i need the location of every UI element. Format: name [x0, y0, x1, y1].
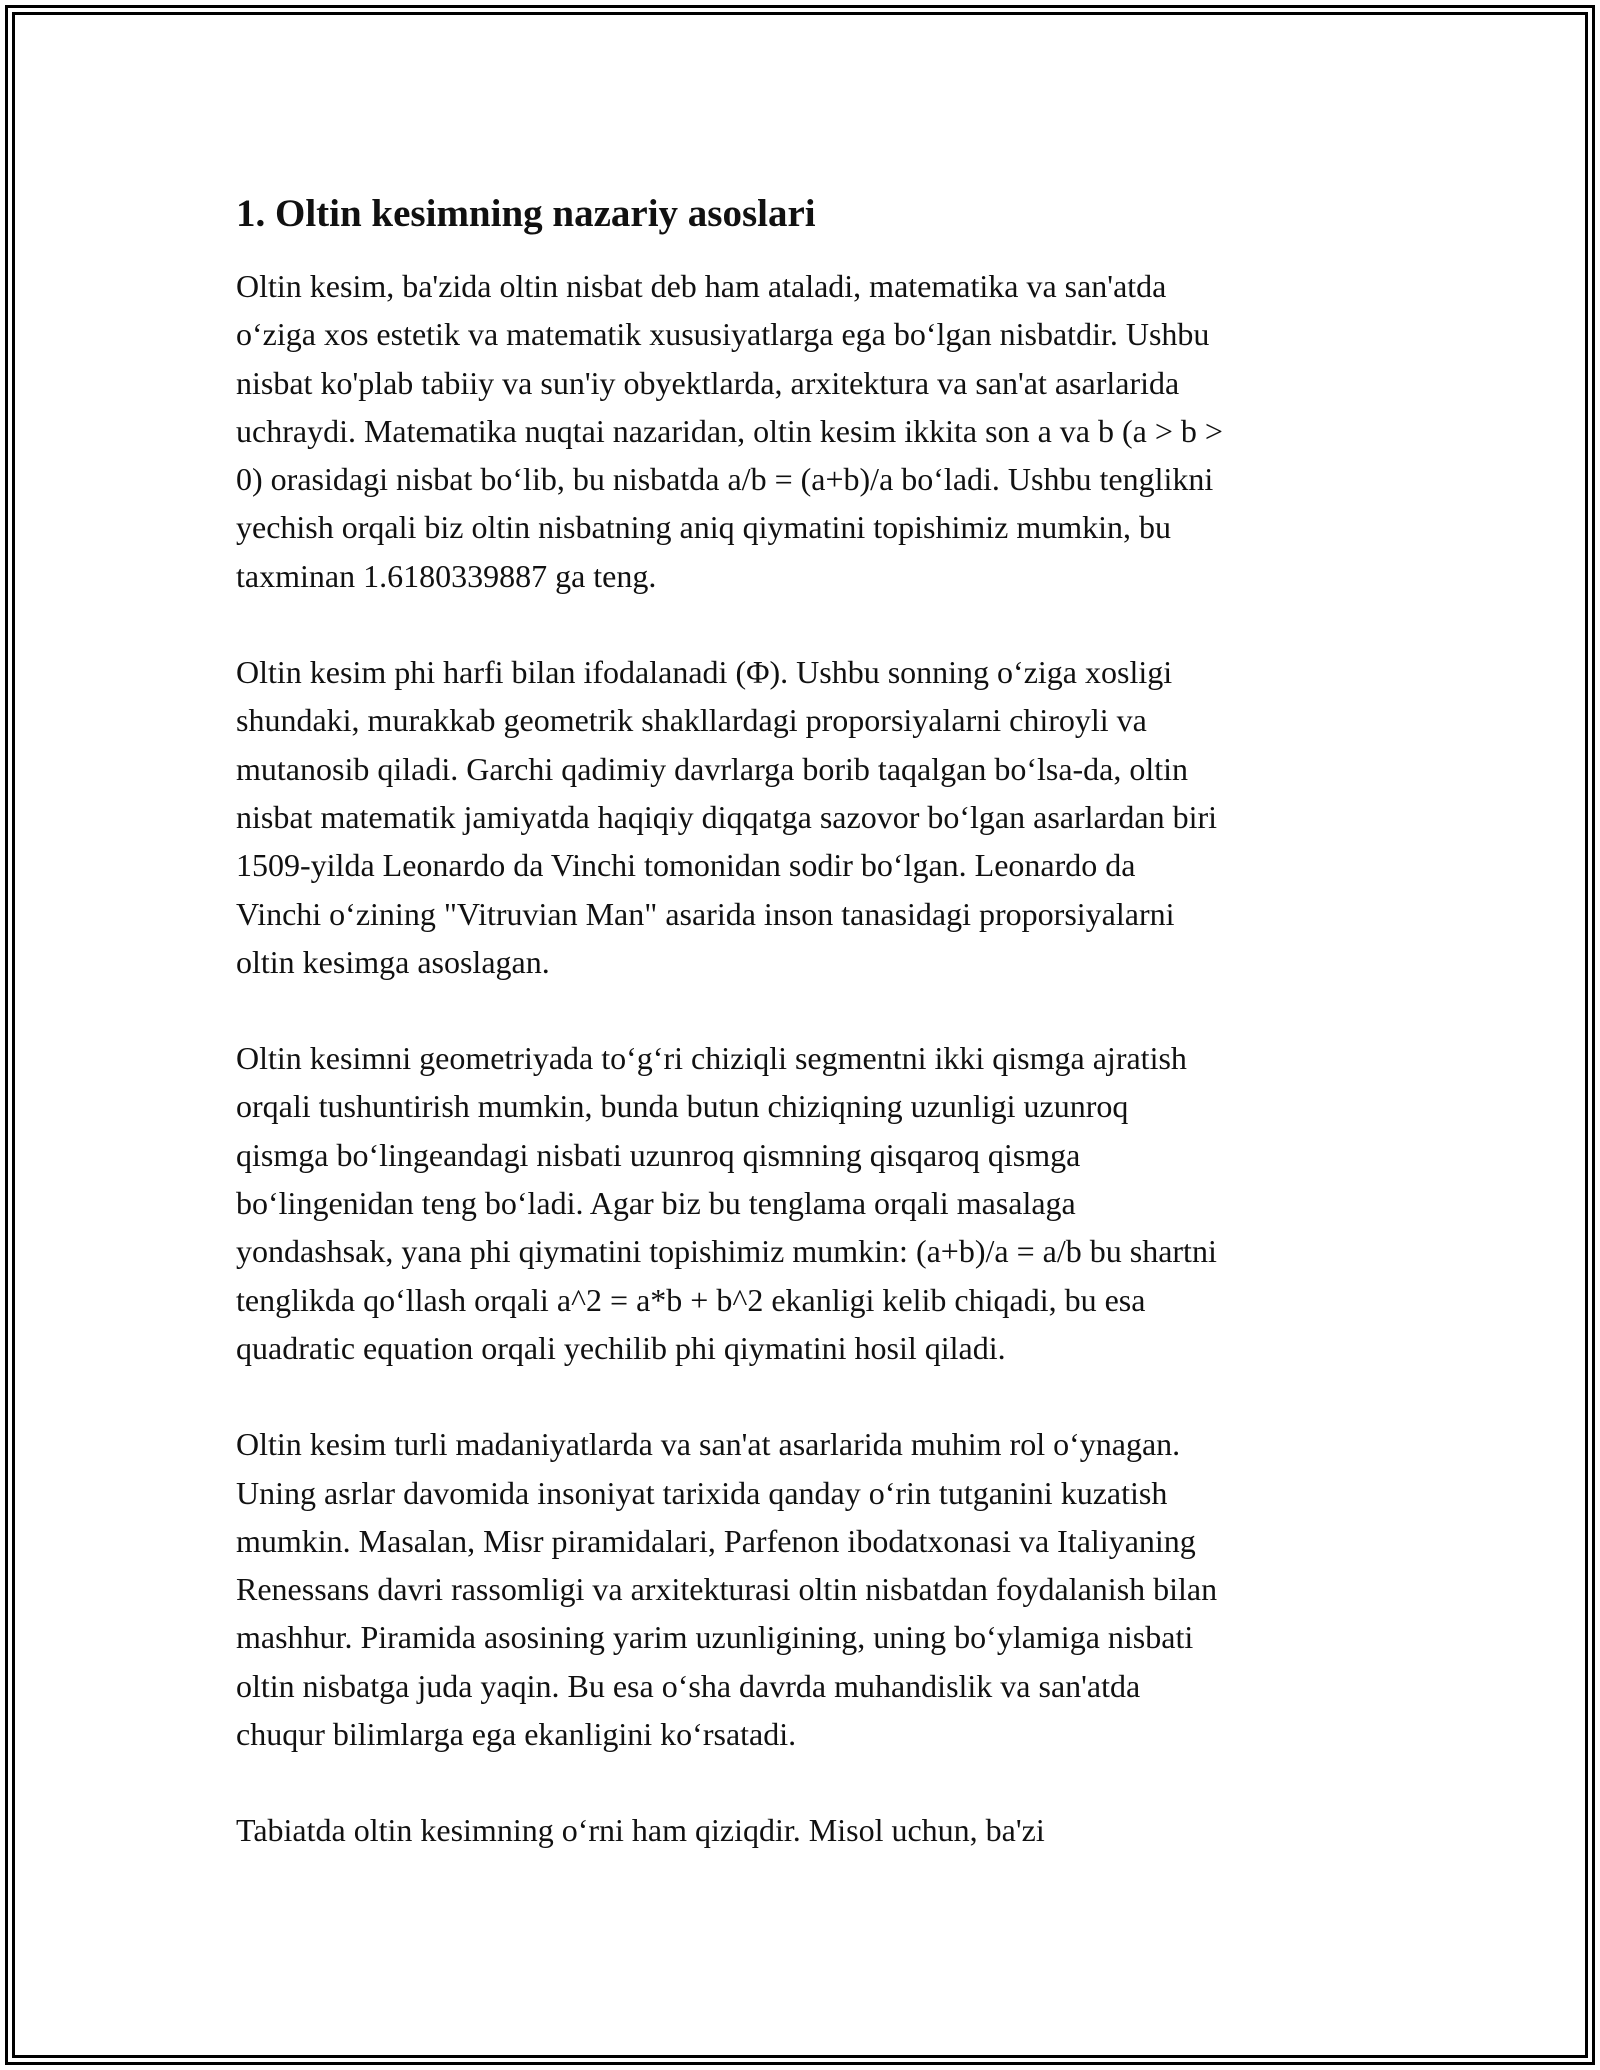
text-line: nisbat matematik jamiyatda haqiqiy diqqatga sazovor bo‘lgan asarlardan biri [236, 798, 1218, 835]
text-line: Vinchi o‘zining "Vitruvian Man" asarida inson tanasidagi proporsiyalarni [236, 895, 1175, 932]
text-line: bo‘lingenidan teng bo‘ladi. Agar biz bu tenglama orqali masalaga [236, 1185, 1076, 1222]
paragraph [236, 648, 1366, 986]
text-line: mashhur. Piramida asosining yarim uzunligining, uning bo‘ylamiga nisbati [236, 1619, 1194, 1656]
text-line: 0) orasidagi nisbat bo‘lib, bu nisbatda a/b = (a+b)/a bo‘ladi. Ushbu tenglikni [236, 461, 1214, 498]
text-line: uchraydi. Matematika nuqtai nazaridan, oltin kesim ikkita son a va b (a > b > [236, 412, 1223, 449]
text-line: mutanosib qiladi. Garchi qadimiy davrlarga borib taqalgan bo‘lsa-da, oltin [236, 750, 1189, 787]
paragraph [236, 1806, 1366, 1854]
text-line: quadratic equation orqali yechilib phi qiymatini hosil qiladi. [236, 1329, 1006, 1366]
text-line: Renessans davri rassomligi va arxitekturasi oltin nisbatdan foydalanish bilan [236, 1571, 1218, 1608]
text-line: chuqur bilimlarga ega ekanligini ko‘rsatadi. [236, 1716, 797, 1753]
text-line: Uning asrlar davomida insoniyat tarixida qanday o‘rin tutganini kuzatish [236, 1474, 1168, 1511]
text-line: yondashsak, yana phi qiymatini topishimiz mumkin: (a+b)/a = a/b bu shartni [236, 1233, 1217, 1270]
section-heading: 1. Oltin kesimning nazariy asoslari [236, 192, 816, 235]
document-body [236, 188, 1366, 1903]
text-line: Oltin kesimni geometriyada to‘g‘ri chiziqli segmentni ikki qismga ajratish [236, 1040, 1187, 1077]
text-line: qismga bo‘lingeandagi nisbati uzunroq qismning qisqaroq qismga [236, 1136, 1081, 1173]
text-line: Oltin kesim, ba'zida oltin nisbat deb ham ataladi, matematika va san'atda [236, 268, 1167, 304]
paragraph [236, 1420, 1366, 1758]
text-line: Tabiatda oltin kesimning o‘rni ham qiziqdir. Misol uchun, ba'zi [236, 1812, 1045, 1849]
text-line: shundaki, murakkab geometrik shakllardagi proporsiyalarni chiroyli va [236, 702, 1147, 739]
text-line: 1509-yilda Leonardo da Vinchi tomonidan sodir bo‘lgan. Leonardo da [236, 847, 1136, 884]
text-line: yechish orqali biz oltin nisbatning aniq qiymatini topishimiz mumkin, bu [236, 509, 1172, 546]
text-line: Oltin kesim phi harfi bilan ifodalanadi (Φ). Ushbu sonning o‘ziga xosligi [236, 654, 1173, 691]
paragraph-list [236, 262, 1366, 1855]
paragraph [236, 1034, 1366, 1372]
text-line: taxminan 1.6180339887 ga teng. [236, 557, 657, 594]
text-line: oltin nisbatga juda yaqin. Bu esa o‘sha davrda muhandislik va san'atda [236, 1667, 1141, 1704]
text-line: Oltin kesim turli madaniyatlarda va san'at asarlarida muhim rol o‘ynagan. [236, 1426, 1181, 1463]
paragraph [236, 262, 1366, 600]
text-line: tenglikda qo‘llash orqali a^2 = a*b + b^2 ekanligi kelib chiqadi, bu esa [236, 1281, 1146, 1318]
text-line: orqali tushuntirish mumkin, bunda butun chiziqning uzunligi uzunroq [236, 1088, 1129, 1125]
text-line: oltin kesimga asoslagan. [236, 943, 550, 980]
text-line: nisbat ko'plab tabiiy va sun'iy obyektlarda, arxitektura va san'at asarlarida [236, 364, 1180, 401]
text-line: o‘ziga xos estetik va matematik xususiyatlarga ega bo‘lgan nisbatdir. Ushbu [236, 316, 1210, 353]
text-line: mumkin. Masalan, Misr piramidalari, Parfenon ibodatxonasi va Italiyaning [236, 1522, 1196, 1559]
